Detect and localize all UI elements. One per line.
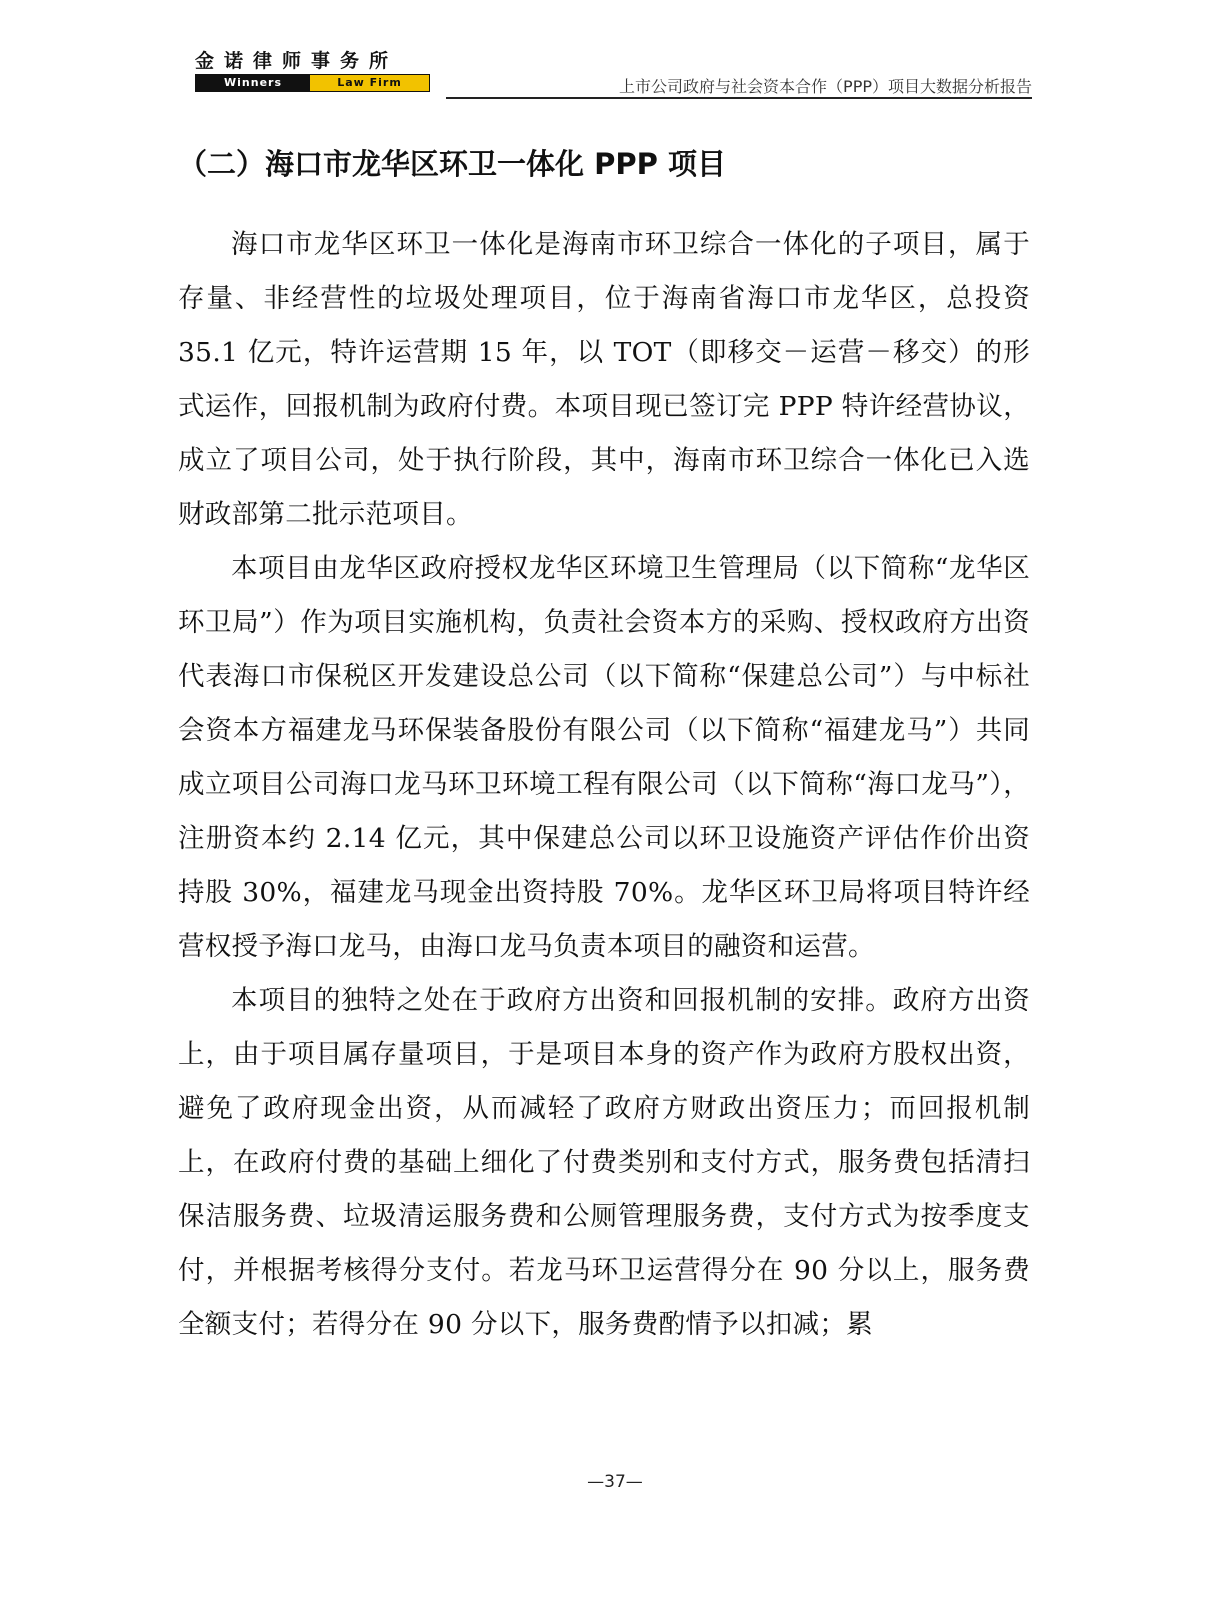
logo-english-bar: [195, 74, 430, 92]
paragraph-1: 海口市龙华区环卫一体化是海南市环卫综合一体化的子项目，属于存量、非经营性的垃圾处理项目，位于海南省海口市龙华区，总投资 35.1 亿元，特许运营期 15 年，以 TOT（即移交－运营－移交）的形式运作，回报机制为政府付费。本项目现已签订完 PPP 特许经营协议，成立了项目公司，处于执行阶段，其中，海南市环卫综合一体化已入选财政部第二批示范项目。: [178, 229, 1030, 530]
paragraph-3: 本项目的独特之处在于政府方出资和回报机制的安排。政府方出资上，由于项目属存量项目，于是项目本身的资产作为政府方股权出资，避免了政府现金出资，从而减轻了政府方财政出资压力；而回报机制上，在政府付费的基础上细化了付费类别和支付方式，服务费包括清扫保洁服务费、垃圾清运服务费和公厕管理服务费，支付方式为按季度支付，并根据考核得分支付。若龙马环卫运营得分在 90 分以上，服务费全额支付；若得分在 90 分以下，服务费酌情予以扣减；累: [178, 985, 1030, 1340]
logo-english-left: Winners: [196, 75, 310, 91]
section-heading: （二）海口市龙华区环卫一体化 PPP 项目: [178, 147, 726, 181]
page-header: [0, 0, 1230, 110]
body-text: [178, 218, 1030, 1352]
paragraph-2: 本项目由龙华区政府授权龙华区环境卫生管理局（以下简称“龙华区环卫局”）作为项目实施机构，负责社会资本方的采购、授权政府方出资代表海口市保税区开发建设总公司（以下简称“保建总公司”）与中标社会资本方福建龙马环保装备股份有限公司（以下简称“福建龙马”）共同成立项目公司海口龙马环卫环境工程有限公司（以下简称“海口龙马”），注册资本约 2.14 亿元，其中保建总公司以环卫设施资产评估作价出资持股 30%，福建龙马现金出资持股 70%。龙华区环卫局将项目特许经营权授予海口龙马，由海口龙马负责本项目的融资和运营。: [178, 553, 1030, 962]
page-number: —37—: [587, 1472, 643, 1492]
report-title: 上市公司政府与社会资本合作（PPP）项目大数据分析报告: [619, 77, 1032, 96]
firm-logo: [195, 50, 430, 92]
logo-english-right: Law Firm: [310, 75, 429, 91]
logo-chinese-name: 金诺律师事务所: [195, 50, 399, 72]
header-divider: [446, 97, 1032, 99]
